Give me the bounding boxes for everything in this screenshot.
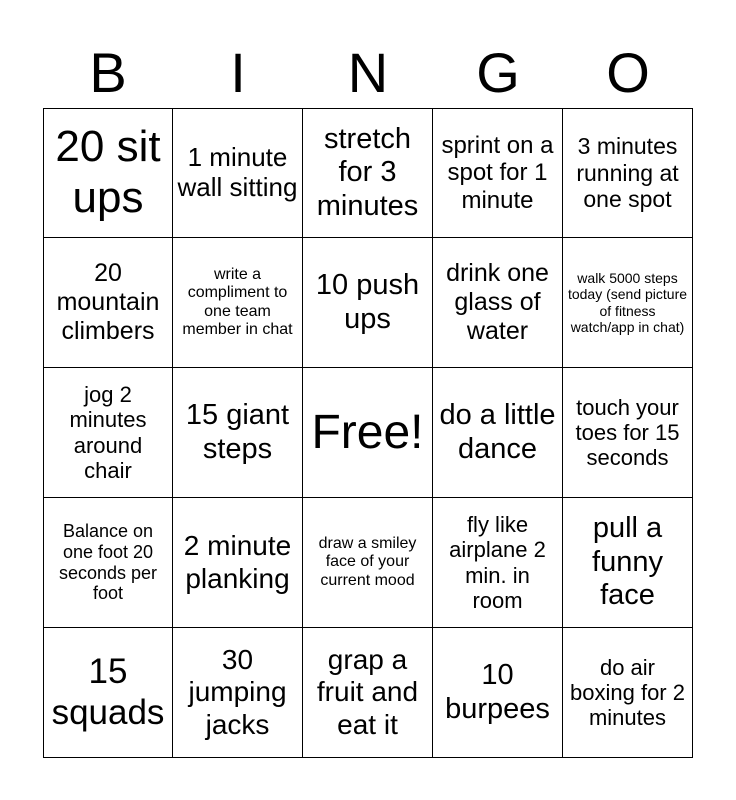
bingo-cell-text: Free! xyxy=(311,405,424,459)
bingo-cell[interactable] xyxy=(563,238,693,368)
bingo-cell[interactable] xyxy=(303,498,433,628)
header-letter-g: G xyxy=(476,41,520,104)
bingo-cell-text: drink one glass of water xyxy=(446,259,549,345)
free-space-cell[interactable] xyxy=(303,368,433,498)
bingo-cell[interactable] xyxy=(173,368,303,498)
bingo-cell-text: touch your toes for 15 seconds xyxy=(575,394,680,471)
bingo-cell[interactable] xyxy=(303,628,433,758)
bingo-cell[interactable] xyxy=(173,498,303,628)
header-letter-o: O xyxy=(606,41,650,104)
bingo-cell-text: do a little dance xyxy=(439,399,556,465)
bingo-board xyxy=(43,108,693,758)
bingo-cell-text: 3 minutes running at one spot xyxy=(576,133,679,213)
bingo-cell-text: pull a funny face xyxy=(592,512,663,612)
bingo-cell-text: fly like airplane 2 min. in room xyxy=(449,511,546,613)
bingo-cell[interactable] xyxy=(303,238,433,368)
bingo-cell[interactable] xyxy=(563,498,693,628)
bingo-cell[interactable] xyxy=(43,498,173,628)
bingo-cell[interactable] xyxy=(173,108,303,238)
bingo-header xyxy=(43,38,693,108)
bingo-cell-text: 2 minute planking xyxy=(183,530,292,594)
bingo-cell-text: 20 mountain climbers xyxy=(56,259,160,345)
bingo-cell-text: 10 burpees xyxy=(445,659,550,725)
bingo-cell[interactable] xyxy=(433,498,563,628)
bingo-cell-text: stretch for 3 minutes xyxy=(316,122,419,222)
bingo-cell-text: jog 2 minutes around chair xyxy=(69,381,147,483)
bingo-cell-text: Balance on one foot 20 seconds per foot xyxy=(58,521,158,604)
bingo-cell-text: write a compliment to one team member in chat xyxy=(182,265,293,338)
bingo-cell-text: do air boxing for 2 minutes xyxy=(570,654,685,731)
bingo-cell[interactable] xyxy=(563,368,693,498)
bingo-cell[interactable] xyxy=(433,628,563,758)
bingo-cell[interactable] xyxy=(563,628,693,758)
header-letter-n: N xyxy=(347,41,389,104)
bingo-cell-text: 10 push ups xyxy=(315,269,420,335)
bingo-cell[interactable] xyxy=(433,108,563,238)
bingo-cell[interactable] xyxy=(173,238,303,368)
bingo-cell-text: sprint on a spot for 1 minute xyxy=(441,131,554,214)
bingo-cell-text: 30 jumping jacks xyxy=(188,644,287,740)
bingo-cell-text: walk 5000 steps today (send picture of fitness watch/app in chat) xyxy=(567,270,688,335)
bingo-cell[interactable] xyxy=(303,108,433,238)
bingo-cell[interactable] xyxy=(433,238,563,368)
bingo-cell[interactable] xyxy=(563,108,693,238)
bingo-cell-text: 15 giant steps xyxy=(185,399,290,465)
bingo-cell-text: 15 squads xyxy=(51,652,165,732)
bingo-cell-text: grap a fruit and eat it xyxy=(316,644,419,740)
bingo-cell-text: 1 minute wall sitting xyxy=(177,142,298,202)
bingo-cell[interactable] xyxy=(173,628,303,758)
header-letter-i: I xyxy=(230,41,246,104)
bingo-cell-text: draw a smiley face of your current mood xyxy=(318,534,417,589)
header-letter-b: B xyxy=(89,41,127,104)
bingo-cell[interactable] xyxy=(43,628,173,758)
bingo-cell[interactable] xyxy=(43,238,173,368)
bingo-cell[interactable] xyxy=(43,108,173,238)
bingo-cell[interactable] xyxy=(43,368,173,498)
bingo-cell-text: 20 sit ups xyxy=(55,122,161,222)
bingo-cell[interactable] xyxy=(433,368,563,498)
